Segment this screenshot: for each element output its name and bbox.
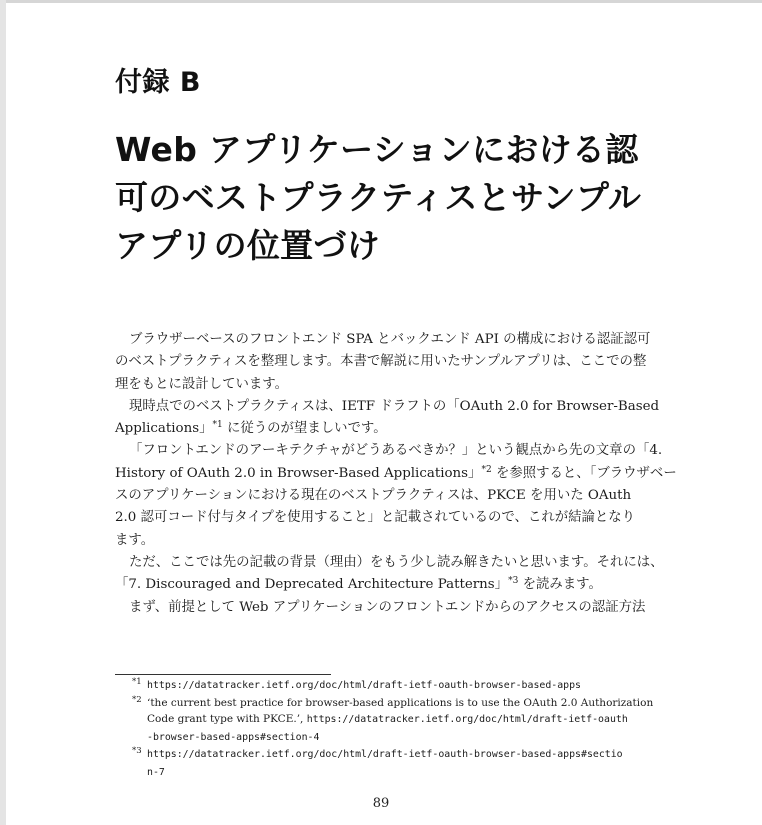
- body-line: スのアプリケーションにおける現在のベストプラクティスは、PKCE を用いた OAuth: [115, 488, 632, 504]
- body-text-span: を読みます。: [522, 577, 602, 593]
- footnote-url-link[interactable]: https://datatracker.ietf.org/doc/html/draft-ietf-oauth: [306, 714, 628, 725]
- chapter-label: 付録 B: [115, 67, 201, 98]
- footnote-url-link[interactable]: https://datatracker.ietf.org/doc/html/draft-ietf-oauth-browser-based-apps#sectio: [147, 749, 623, 760]
- page-top-border: [0, 0, 762, 3]
- footnote-divider: [115, 674, 331, 675]
- body-text-span: History of OAuth 2.0 in Browser-Based Applications」: [115, 465, 482, 481]
- footnote-url-link[interactable]: -browser-based-apps#section-4: [147, 731, 320, 743]
- footnote-3: [115, 746, 660, 781]
- body-line: [115, 574, 655, 596]
- footnote-mark: *2: [132, 694, 142, 705]
- body-line: 現時点でのベストプラクティスは、IETF ドラフトの「OAuth 2.0 for Browser-Based: [129, 398, 660, 414]
- body-text-span: Applications」: [115, 421, 213, 437]
- body-text: [115, 329, 677, 619]
- chapter-title-line: Web アプリケーションにおける認: [115, 130, 639, 169]
- body-line: のベストプラクティスを整理します。本書で解説に用いたサンプルアプリは、ここでの整: [115, 354, 647, 370]
- page-left-border: [0, 0, 6, 825]
- footnote-mark: *1: [132, 677, 142, 687]
- body-line: [115, 463, 677, 485]
- footnote-ref[interactable]: *1: [212, 420, 223, 431]
- footnote-url-link[interactable]: https://datatracker.ietf.org/doc/html/draft-ietf-oauth-browser-based-apps: [147, 680, 582, 691]
- footnote-2: [115, 695, 660, 747]
- footnote-1: [115, 677, 660, 695]
- chapter-title-line: アプリの位置づけ: [115, 226, 381, 265]
- page-number: 89: [372, 796, 390, 811]
- footnote-text: ‘the current best practice for browser-based applications is to use the OAuth 2.0 Authorization: [147, 696, 654, 709]
- body-line: ます。: [115, 532, 155, 548]
- footnote-mark: *3: [132, 746, 142, 756]
- body-text-span: に従うのが望ましいです。: [226, 421, 387, 437]
- body-line: [115, 418, 655, 440]
- body-line: まず、前提として Web アプリケーションのフロントエンドからのアクセスの認証方法: [129, 599, 646, 615]
- body-line: ブラウザーベースのフロントエンド SPA とバックエンド API の構成における認証認可: [129, 332, 651, 347]
- footnote-text: Code grant type with PKCE.’,: [147, 713, 304, 725]
- footnote-url-link[interactable]: n-7: [147, 766, 165, 778]
- body-line: 「フロントエンドのアーキテクチャがどうあるべきか？」という観点から先の文章の「4.: [129, 443, 663, 459]
- chapter-title-line: 可のベストプラクティスとサンプル: [115, 178, 642, 217]
- body-line: 2.0 認可コード付与タイプを使用すること」と記載されているので、これが結論となり: [115, 510, 636, 526]
- footnote-ref[interactable]: *3: [508, 576, 519, 587]
- chapter-title: [115, 126, 675, 270]
- footnote-ref[interactable]: *2: [481, 464, 492, 475]
- footnotes: [115, 677, 660, 781]
- body-text-span: を参照すると、「ブラウザベー: [495, 465, 677, 481]
- body-line: ただ、ここでは先の記載の背景（理由）をもう少し読み解きたいと思います。それには、: [129, 554, 664, 570]
- body-text-span: 「7. Discouraged and Deprecated Architecture Patterns」: [115, 577, 509, 593]
- body-line: 理をもとに設計しています。: [115, 376, 289, 392]
